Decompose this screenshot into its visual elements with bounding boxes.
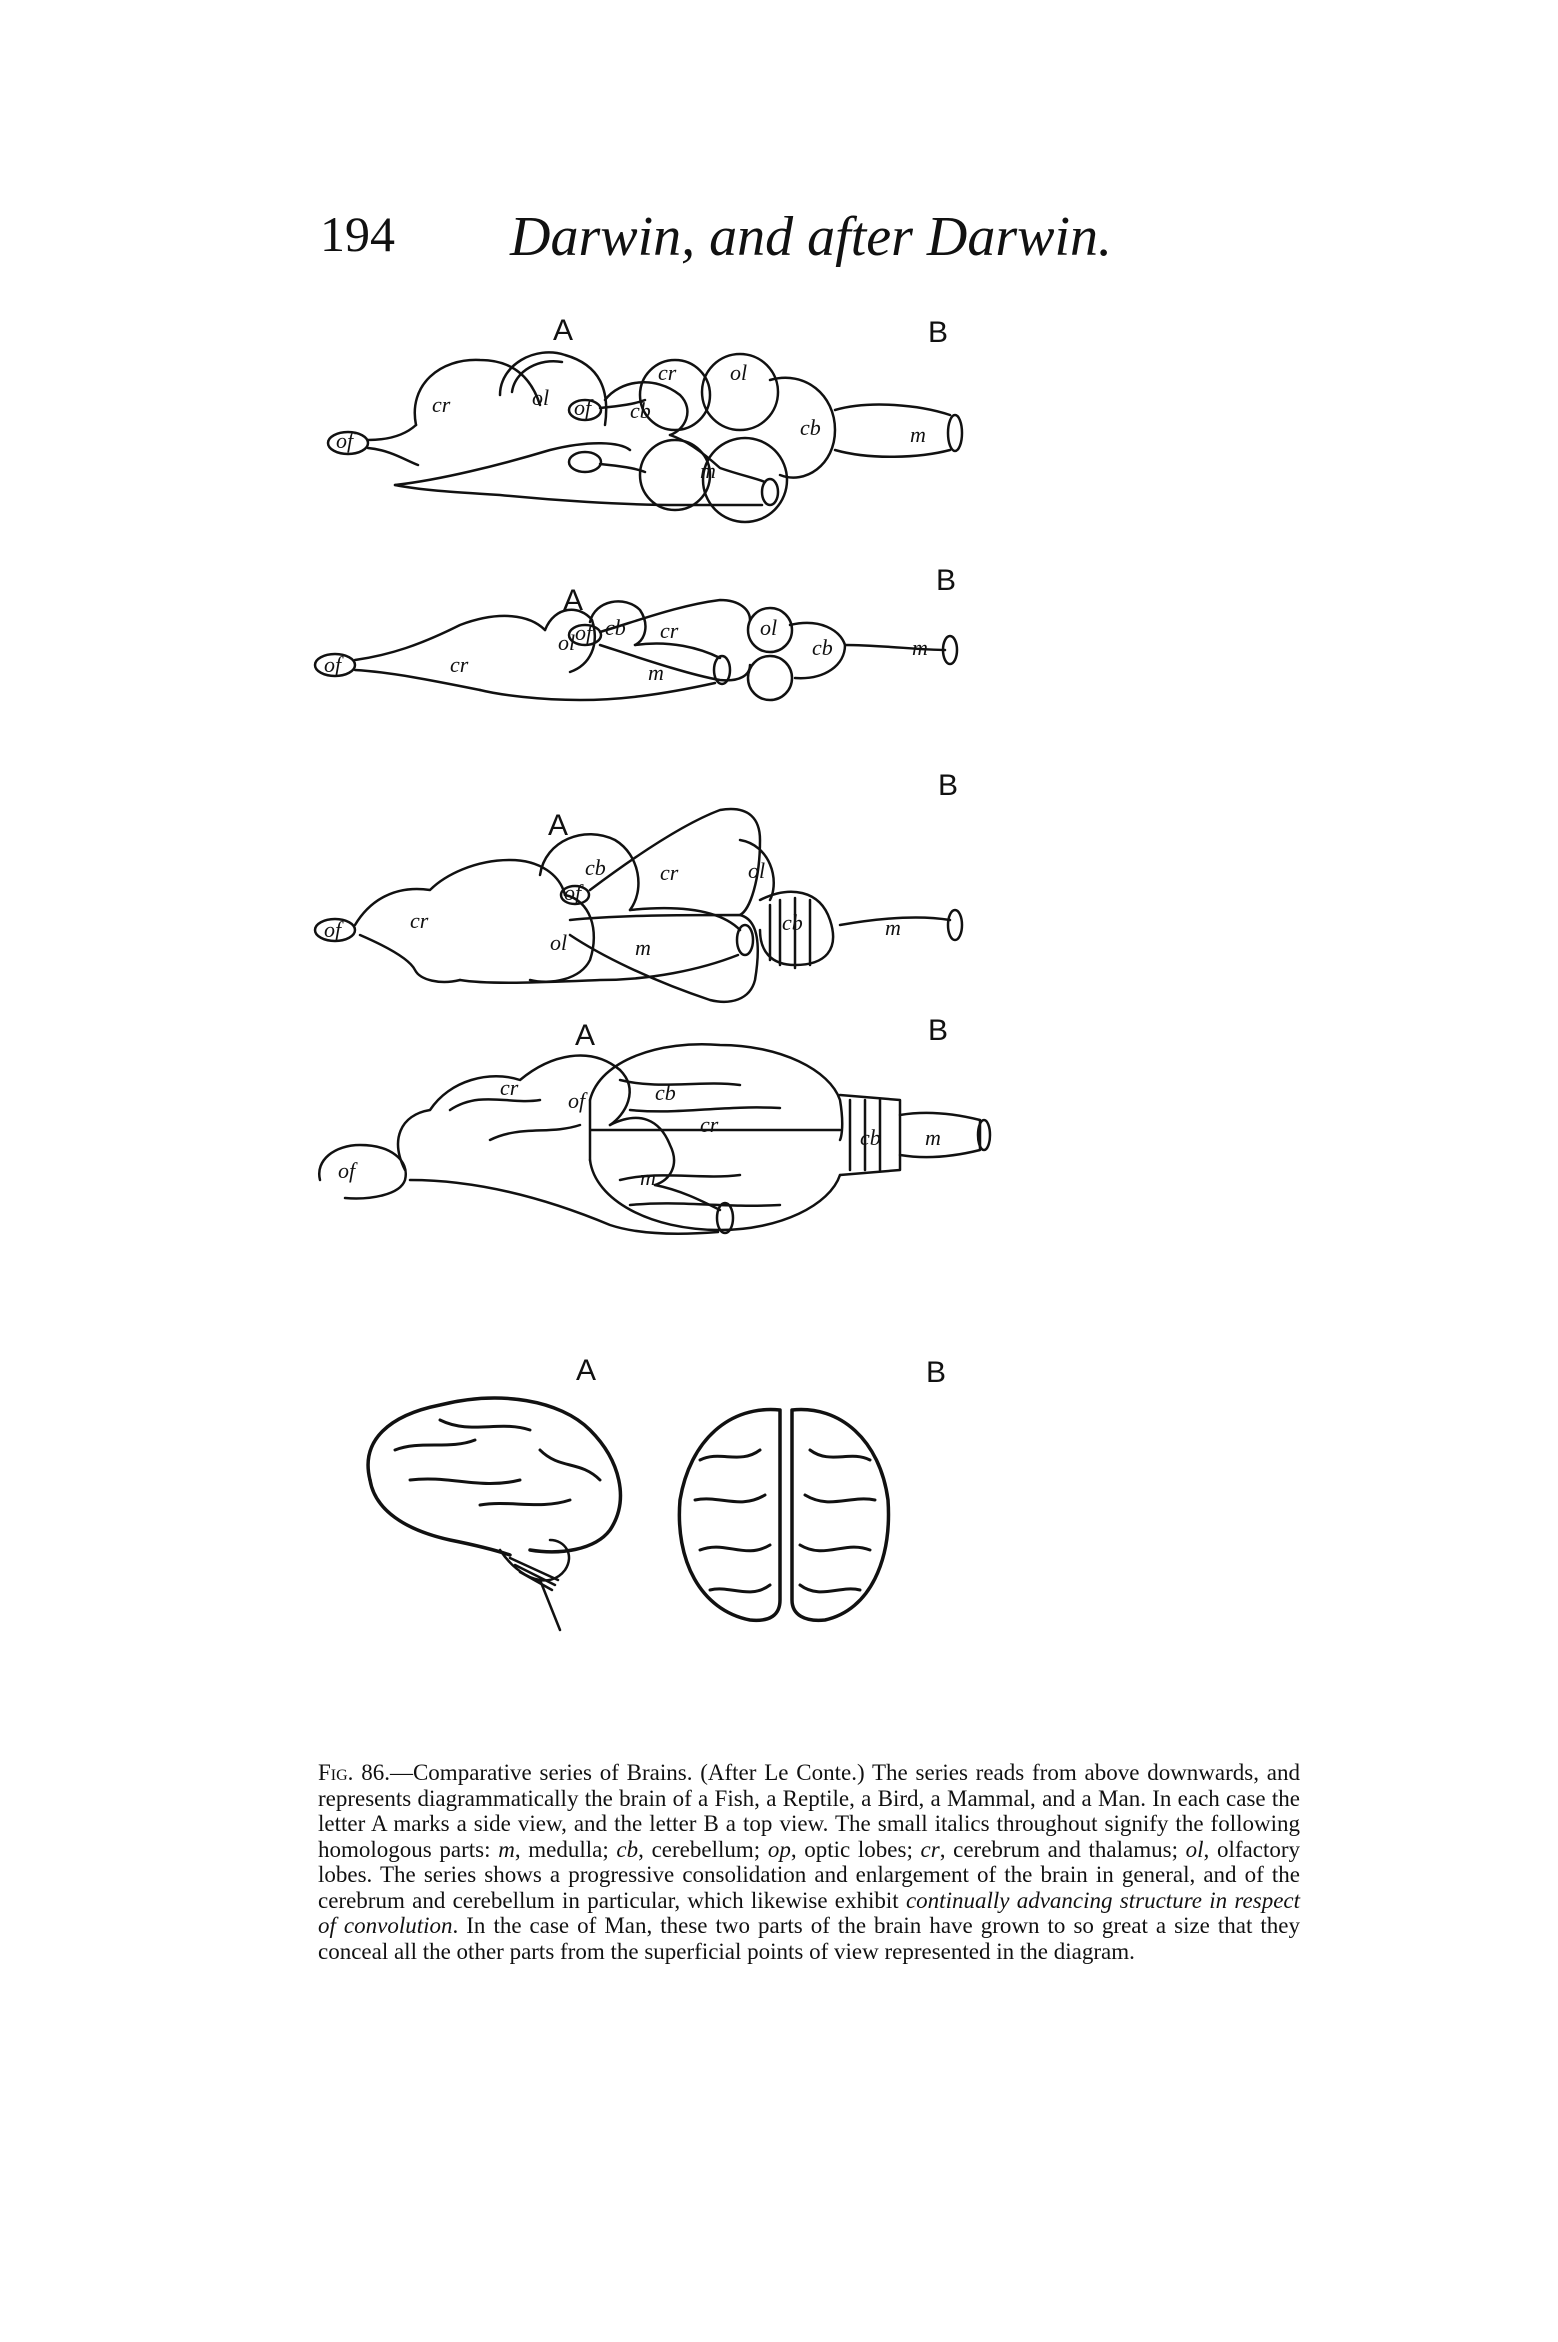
part-label-cr: cr <box>700 1112 719 1137</box>
view-letter-a: A <box>553 314 574 347</box>
part-label-ol: ol <box>532 385 550 410</box>
part-label-of: of <box>324 917 342 942</box>
part-label-of: of <box>338 1158 356 1183</box>
running-title: Darwin, and after Darwin. <box>510 206 1113 268</box>
part-label-m: m <box>648 660 664 685</box>
reptile-brain-top <box>569 564 957 700</box>
abbr-optic-lobes: op <box>767 1836 791 1862</box>
fish-brain-top <box>569 316 962 522</box>
page-number: 194 <box>320 206 395 262</box>
part-label-ol: ol <box>558 630 576 655</box>
view-letter-a: A <box>563 584 584 617</box>
abbr-olfactory-lobes: ol <box>1185 1836 1204 1862</box>
part-label-of: of <box>574 395 592 420</box>
part-label-of: of <box>568 1088 586 1113</box>
figure-number: Fig. 86. <box>318 1760 390 1785</box>
part-label-cr: cr <box>658 360 677 385</box>
part-label-cb: cb <box>630 398 651 423</box>
caption-text: —Comparative series of Brains. (After Le Conte.) The series reads from above downwards, and represents diagrammatically the brain of a Fish, a Reptile, a Bird, a Mammal, and a Man. In each case the letter A marks a side view, and the letter B a top view. The small italics throughout signify the following homologous parts: <box>318 1760 1300 1862</box>
part-label-m: m <box>700 458 716 483</box>
part-label-ol: ol <box>730 360 748 385</box>
part-label-ol: ol <box>760 615 778 640</box>
part-label-cb: cb <box>812 635 833 660</box>
caption-text: , olfactory lobes. The series shows a progressive consolidation and enlargement of the brain in general, and of the cerebrum and cerebellum in particular, which likewise exhibit <box>318 1836 1300 1913</box>
part-label-of: of <box>336 428 354 453</box>
part-label-of: of <box>564 880 582 905</box>
caption-text: , medulla; <box>514 1836 617 1862</box>
part-label-cb: cb <box>655 1080 676 1105</box>
part-label-m: m <box>925 1125 941 1150</box>
part-label-cb: cb <box>585 855 606 880</box>
caption-text: , cerebrum and thalamus; <box>939 1836 1186 1862</box>
abbr-cerebrum: cr <box>920 1836 940 1862</box>
part-label-ol: ol <box>550 930 568 955</box>
part-label-m: m <box>910 422 926 447</box>
view-letter-b: B <box>926 1356 947 1389</box>
part-label-cr: cr <box>500 1075 519 1100</box>
caption-text: , cerebellum; <box>638 1836 768 1862</box>
brain-comparison-figure <box>300 300 1320 1750</box>
bird-brain-top <box>561 769 962 1002</box>
part-label-cb: cb <box>800 415 821 440</box>
part-label-cr: cr <box>660 860 679 885</box>
brain-illustration <box>300 300 1320 1750</box>
abbr-medulla: m <box>498 1836 515 1862</box>
figure-caption <box>318 1760 1300 1964</box>
view-letter-a: A <box>576 1354 597 1387</box>
part-label-m: m <box>885 915 901 940</box>
part-label-cb: cb <box>860 1125 881 1150</box>
page-header <box>320 205 1220 285</box>
view-letter-b: B <box>928 316 949 349</box>
part-label-of: of <box>575 620 593 645</box>
part-label-m: m <box>912 635 928 660</box>
part-label-m: m <box>635 935 651 960</box>
view-letter-b: B <box>938 769 959 802</box>
view-letter-a: A <box>575 1019 596 1052</box>
part-label-cr: cr <box>410 908 429 933</box>
caption-text: , optic lobes; <box>790 1836 921 1862</box>
part-label-of: of <box>324 652 342 677</box>
part-label-cb: cb <box>605 615 626 640</box>
mammal-brain-side <box>319 1019 733 1234</box>
human-brain-side <box>368 1354 620 1630</box>
part-label-cb: cb <box>782 910 803 935</box>
part-label-m: m <box>640 1165 656 1190</box>
view-letter-a: A <box>548 809 569 842</box>
mammal-brain-top <box>568 1014 990 1230</box>
part-label-ol: ol <box>748 858 766 883</box>
bird-brain-side <box>315 809 753 983</box>
abbr-cerebellum: cb <box>616 1836 639 1862</box>
part-label-cr: cr <box>450 652 469 677</box>
caption-italic-phrase: continually advancing structure in respect of convolution <box>318 1887 1300 1938</box>
view-letter-b: B <box>928 1014 949 1047</box>
part-label-cr: cr <box>432 392 451 417</box>
human-brain-top <box>679 1356 946 1620</box>
caption-text: . In the case of Man, these two parts of the brain have grown to so great a size that they conceal all the other parts from the superficial points of view represented in the diagram. <box>318 1913 1300 1964</box>
part-label-cr: cr <box>660 618 679 643</box>
view-letter-b: B <box>936 564 957 597</box>
